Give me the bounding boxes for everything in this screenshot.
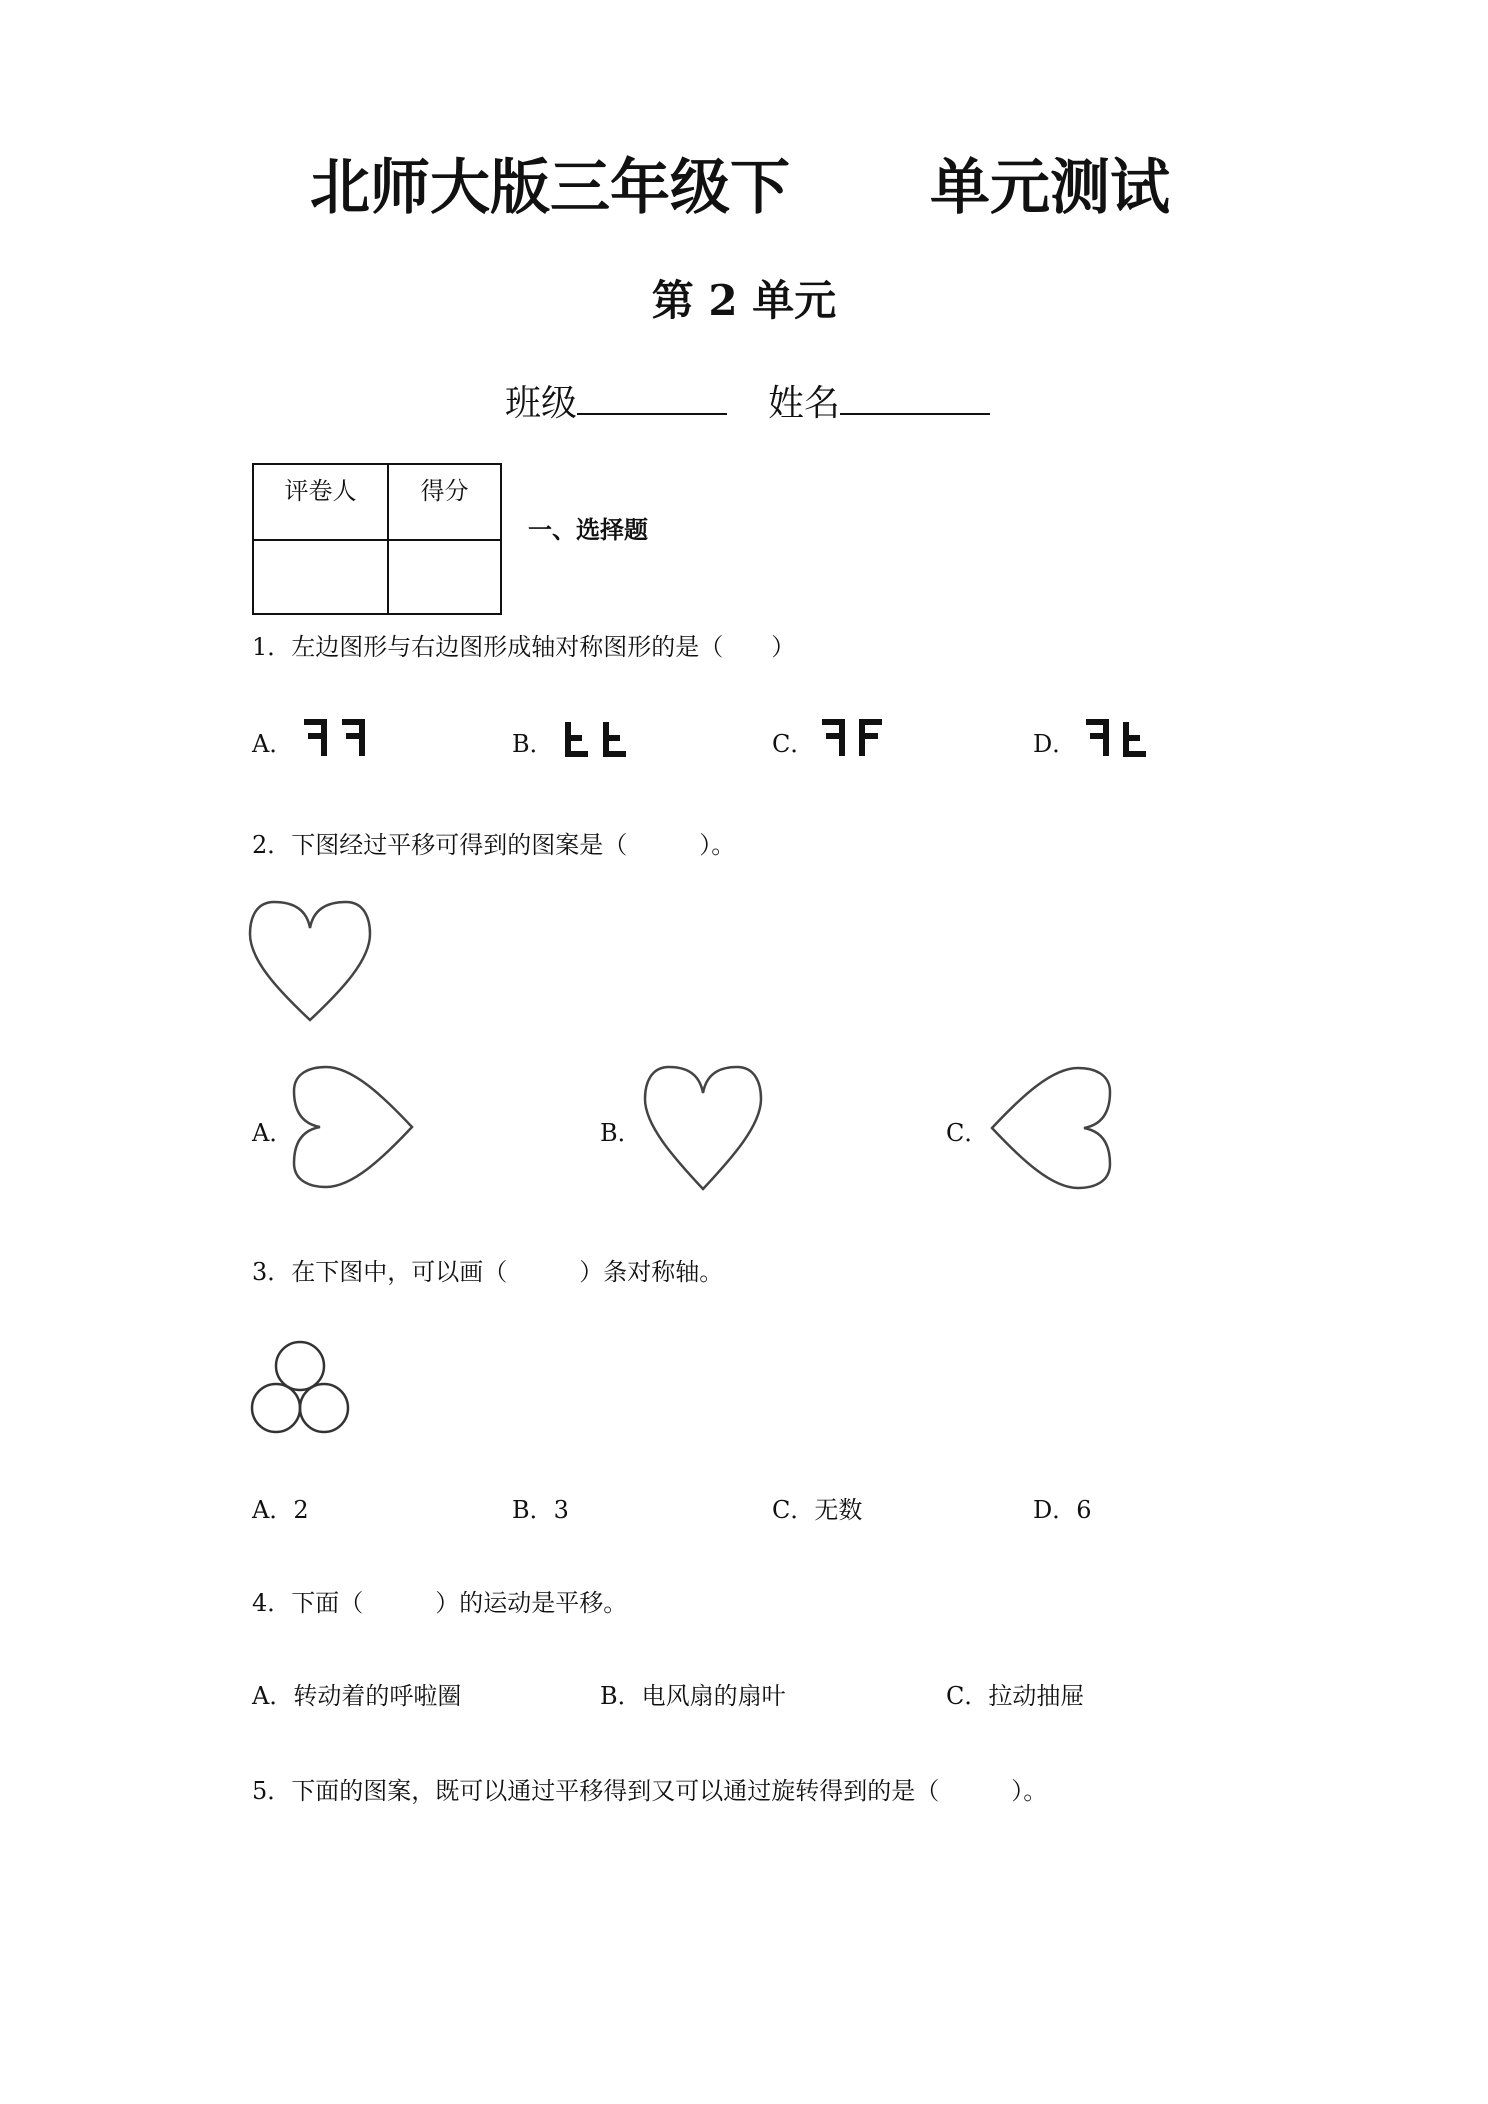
heart-rotated-left-icon xyxy=(990,1066,1114,1190)
score-cell[interactable] xyxy=(388,540,501,614)
class-label: 班级 xyxy=(505,383,578,424)
question-5: 5．下面的图案，既可以通过平移得到又可以通过旋转得到的是（ ）。 xyxy=(252,1777,1048,1805)
q1-option-a[interactable]: A． xyxy=(252,730,294,758)
question-3: 3．在下图中，可以画（ ）条对称轴。 xyxy=(252,1258,724,1286)
double-reversed-F-icon xyxy=(300,712,372,758)
q4-option-a[interactable]: A．转动着的呼啦圈 xyxy=(252,1682,462,1710)
grader-label: 评卷人 xyxy=(253,464,388,540)
q3-option-a[interactable]: A．2 xyxy=(252,1496,309,1524)
double-E-corner-icon xyxy=(562,712,634,758)
page-subtitle: 第 2 单元 xyxy=(651,276,837,325)
page-title-left: 北师大版三年级下 xyxy=(310,153,790,223)
heart-rotated-right-icon xyxy=(292,1065,414,1191)
class-blank[interactable] xyxy=(577,377,727,415)
three-circles-icon xyxy=(250,1340,352,1436)
question-2: 2．下图经过平移可得到的图案是（ ）。 xyxy=(252,831,736,859)
name-label: 姓名 xyxy=(768,383,841,424)
section-title: 一、选择题 xyxy=(528,516,648,544)
q1-option-b[interactable]: B． xyxy=(512,730,554,758)
reversed-F-and-E-corner-icon xyxy=(1082,712,1154,758)
page-title-right: 单元测试 xyxy=(930,153,1170,223)
class-field[interactable] xyxy=(505,375,727,426)
score-table xyxy=(252,463,502,615)
q3-option-d[interactable]: D．6 xyxy=(1033,1496,1092,1524)
q4-option-b[interactable]: B．电风扇的扇叶 xyxy=(600,1682,786,1710)
question-4: 4．下面（ ）的运动是平移。 xyxy=(252,1589,628,1617)
reversed-F-and-F-icon xyxy=(818,712,890,758)
q1-option-d[interactable]: D． xyxy=(1033,730,1077,758)
grader-cell[interactable] xyxy=(253,540,388,614)
q2-option-c[interactable]: C． xyxy=(946,1119,989,1147)
question-1: 1．左边图形与右边图形成轴对称图形的是（ ） xyxy=(252,633,796,661)
q3-option-c[interactable]: C．无数 xyxy=(772,1496,863,1524)
q2-option-a[interactable]: A． xyxy=(252,1119,294,1147)
q1-option-c[interactable]: C． xyxy=(772,730,815,758)
heart-icon xyxy=(248,900,374,1022)
score-label: 得分 xyxy=(388,464,501,540)
q2-option-b[interactable]: B． xyxy=(600,1119,642,1147)
name-blank[interactable] xyxy=(840,377,990,415)
heart-upright-icon xyxy=(643,1065,765,1191)
name-field[interactable] xyxy=(768,375,990,426)
q4-option-c[interactable]: C．拉动抽屉 xyxy=(946,1682,1085,1710)
q3-option-b[interactable]: B．3 xyxy=(512,1496,569,1524)
